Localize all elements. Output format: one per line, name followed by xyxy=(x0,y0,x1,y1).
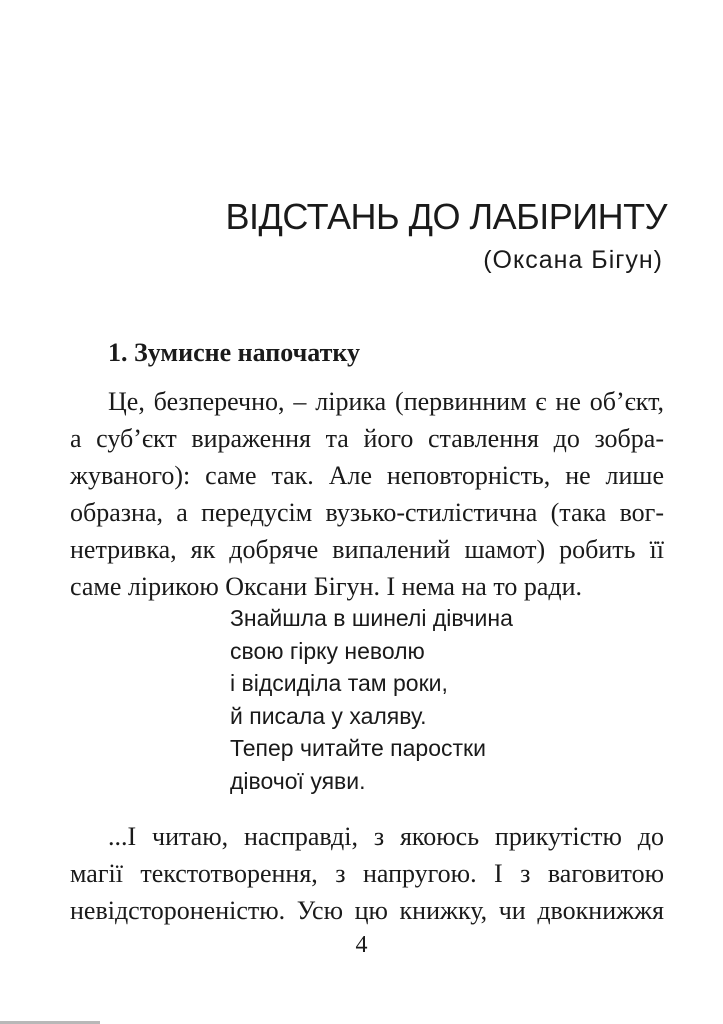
paragraph-line: образна, а передусім вузько-стилістична (така вог- xyxy=(70,498,664,527)
poem-quote xyxy=(230,602,513,797)
paragraph-line: саме лірикою Оксани Бігун. І нема на то ради. xyxy=(70,572,583,601)
paragraph-line: а суб’єкт вираження та його ставлення до зобра- xyxy=(70,424,664,453)
paragraph-line: невідстороненістю. Усю цю книжку, чи двокнижжя xyxy=(70,896,664,925)
poem-line: й писала у халяву. xyxy=(230,702,427,729)
paragraph-line: Це, безперечно, – лірика (первинним є не об’єкт, xyxy=(108,387,664,416)
poem-line: дівочої уяви. xyxy=(230,767,366,794)
paragraph-line: ...І читаю, насправді, з якоюсь прикутістю до xyxy=(108,822,664,851)
paragraph-2 xyxy=(70,818,664,929)
poem-line: Тепер читайте паростки xyxy=(230,735,486,761)
paragraph-1 xyxy=(70,383,664,605)
poem-line: Знайшла в шинелі дівчина xyxy=(230,605,513,631)
section-heading: 1. Зумисне напочатку xyxy=(108,338,360,367)
author-name: (Оксана Бігун) xyxy=(483,246,663,274)
paragraph-line: жуваного): саме так. Але неповторність, не лише xyxy=(70,461,664,490)
page-title: ВІДСТАНЬ ДО ЛАБІРИНТУ xyxy=(225,196,667,237)
page-number: 4 xyxy=(355,932,368,958)
paragraph-line: нетривка, як добряче випалений шамот) робить її xyxy=(70,535,664,564)
poem-line: свою гірку неволю xyxy=(230,637,425,664)
poem-line: і відсиділа там роки, xyxy=(230,670,448,696)
paragraph-line: магії текстотворення, з напругою. І з ваговитою xyxy=(70,859,664,888)
